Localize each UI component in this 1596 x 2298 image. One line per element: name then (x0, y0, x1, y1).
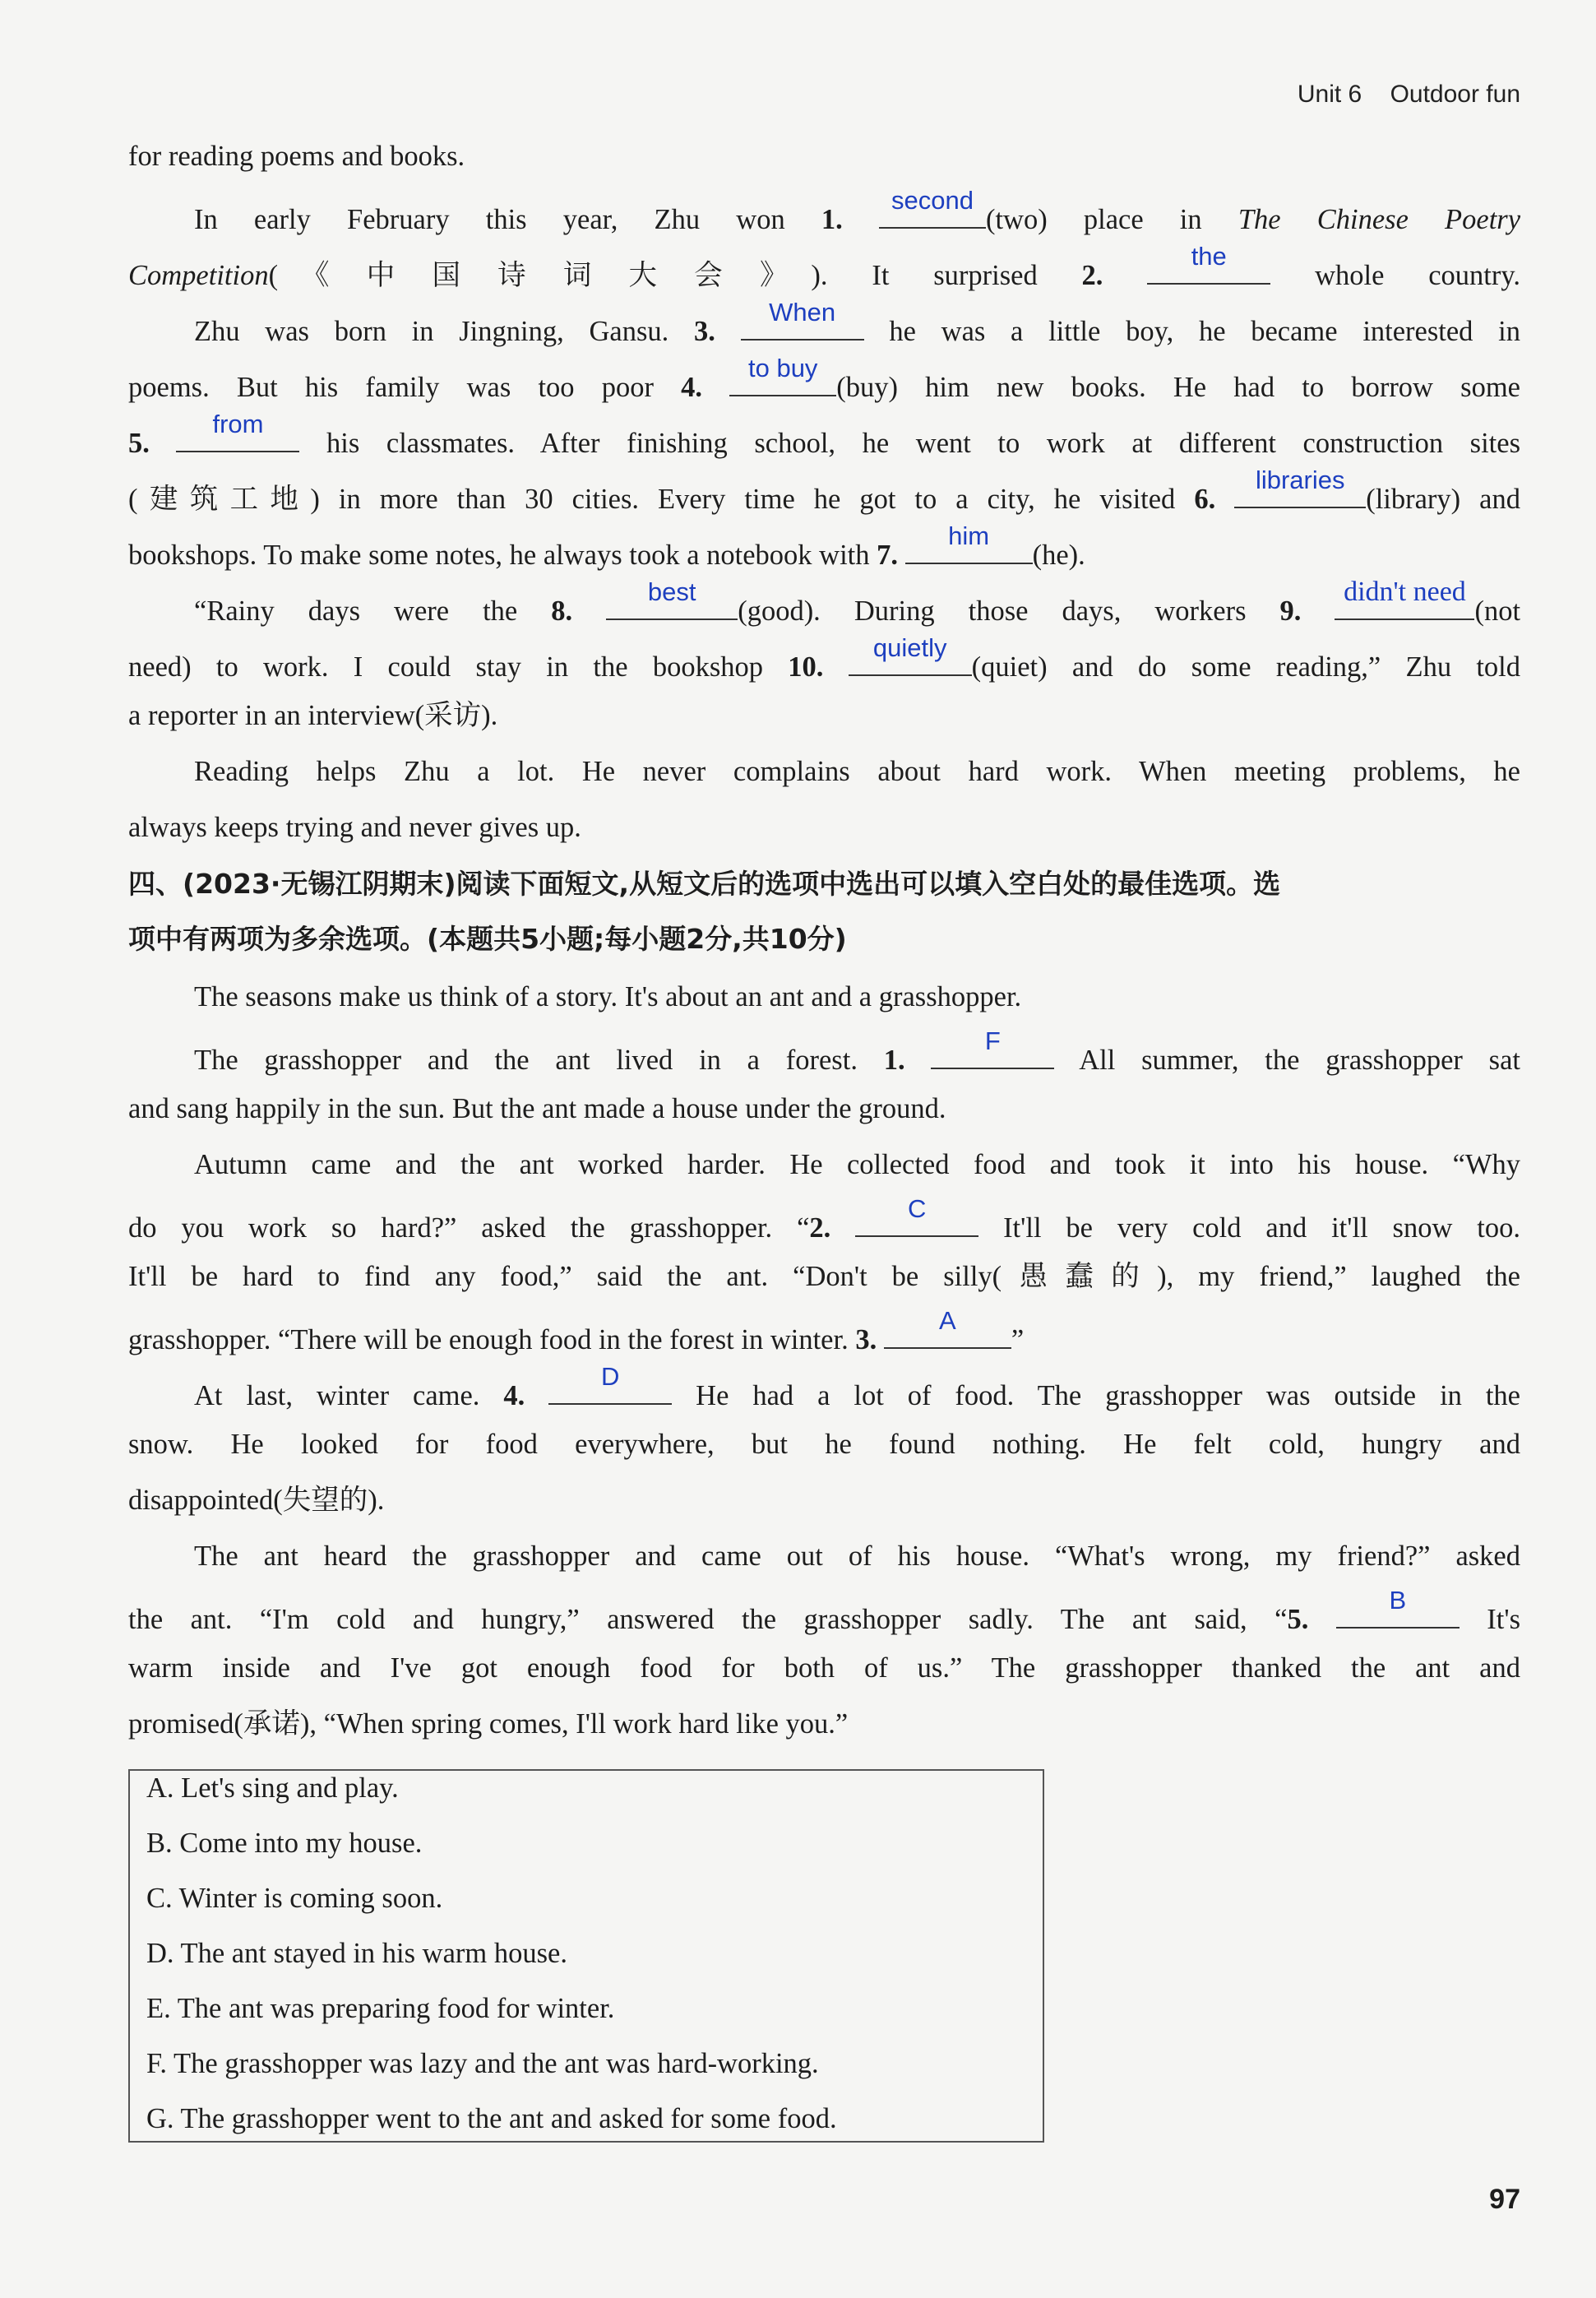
answer-blank: libraries (1234, 474, 1366, 508)
option-item: B. Come into my house. (146, 1828, 423, 1859)
passage-line: grasshopper. “There will be enough food in the forest in winter. 3. A ” (128, 1306, 1025, 1355)
unit-label: Unit 6 (1297, 81, 1362, 108)
passage-line: poems. But his family was too poor 4. to buy (buy) him new books. He had to borrow some (128, 354, 1520, 403)
answer-blank: second (879, 194, 986, 229)
answer-blank: quietly (849, 642, 972, 676)
passage-line: for reading poems and books. (128, 141, 465, 172)
passage-line: disappointed(失望的). (128, 1485, 385, 1516)
section-heading: 四、(2023·无锡江阴期末)阅读下面短文,从短文后的选项中选出可以填入空白处的最佳选项。选 (128, 868, 1281, 900)
answer-blank: didn't need (1335, 586, 1474, 620)
passage-line: The grasshopper and the ant lived in a forest. 1. F All summer, the grasshopper sat (194, 1026, 1520, 1076)
page-header (1276, 81, 1520, 109)
answer-blank: to buy (729, 362, 836, 396)
answer-blank: C (855, 1202, 978, 1237)
passage-line: It'll be hard to find any food,” said the ant. “Don't be silly(愚蠢的), my friend,” laughed the (128, 1261, 1520, 1292)
answer-blank: D (548, 1370, 672, 1405)
section-heading: 项中有两项为多余选项。(本题共5小题;每小题2分,共10分) (128, 923, 847, 955)
answer-blank: the (1147, 250, 1270, 285)
passage-line: (建筑工地) in more than 30 cities. Every time he got to a city, he visited 6. libraries (library) and (128, 466, 1520, 515)
passage-line: bookshops. To make some notes, he always took a notebook with 7. him (he). (128, 521, 1085, 571)
passage-line: promised(承诺), “When spring comes, I'll work hard like you.” (128, 1708, 849, 1740)
option-item: D. The ant stayed in his warm house. (146, 1938, 567, 1969)
passage-line: a reporter in an interview(采访). (128, 700, 498, 731)
option-item: A. Let's sing and play. (146, 1772, 399, 1804)
passage-line: “Rainy days were the 8. best (good). During those days, workers 9. didn't need (not (194, 577, 1521, 627)
passage-line: warm inside and I've got enough food for both of us.” The grasshopper thanked the ant and (128, 1652, 1520, 1684)
passage-line: need) to work. I could stay in the bookshop 10. quietly (quiet) and do some reading,” Zhu told (128, 633, 1521, 683)
passage-line: and sang happily in the sun. But the ant made a house under the ground. (128, 1093, 946, 1124)
answer-blank: best (606, 586, 738, 620)
passage-line: Competition(《中国诗词大会》). It surprised 2. the whole country. (128, 242, 1520, 291)
unit-title: Outdoor fun (1390, 81, 1520, 108)
passage-line: Reading helps Zhu a lot. He never complains about hard work. When meeting problems, he (194, 756, 1520, 787)
answer-blank: him (905, 530, 1033, 564)
passage-line: Autumn came and the ant worked harder. He collected food and took it into his house. “Why (194, 1149, 1520, 1180)
passage-line: do you work so hard?” asked the grasshopper. “2. C It'll be very cold and it'll snow too. (128, 1194, 1520, 1244)
passage-line: always keeps trying and never gives up. (128, 812, 581, 843)
answer-blank: When (741, 306, 864, 341)
passage-line: snow. He looked for food everywhere, but he found nothing. He felt cold, hungry and (128, 1429, 1520, 1460)
option-item: E. The ant was preparing food for winter. (146, 1993, 615, 2024)
passage-line: The seasons make us think of a story. It's about an ant and a grasshopper. (194, 981, 1022, 1012)
option-item: G. The grasshopper went to the ant and asked for some food. (146, 2103, 837, 2134)
option-item: C. Winter is coming soon. (146, 1883, 443, 1914)
passage-line: At last, winter came. 4. D He had a lot of food. The grasshopper was outside in the (194, 1362, 1520, 1411)
answer-blank: B (1336, 1594, 1460, 1629)
passage-line: 5. from his classmates. After finishing school, he went to work at different construction sites (128, 410, 1521, 459)
answer-blank: A (884, 1314, 1011, 1349)
page-number: 97 (1489, 2184, 1520, 2215)
answer-blank: F (931, 1035, 1054, 1069)
option-item: F. The grasshopper was lazy and the ant was hard-working. (146, 2048, 819, 2079)
answer-blank: from (176, 418, 299, 452)
passage-line: Zhu was born in Jingning, Gansu. 3. When he was a little boy, he became interested in (194, 298, 1520, 347)
passage-line: In early February this year, Zhu won 1. second (two) place in The Chinese Poetry (194, 186, 1521, 235)
passage-line: the ant. “I'm cold and hungry,” answered the grasshopper sadly. The ant said, “5. B It's (128, 1586, 1520, 1635)
passage-line: The ant heard the grasshopper and came out of his house. “What's wrong, my friend?” asked (194, 1540, 1520, 1572)
